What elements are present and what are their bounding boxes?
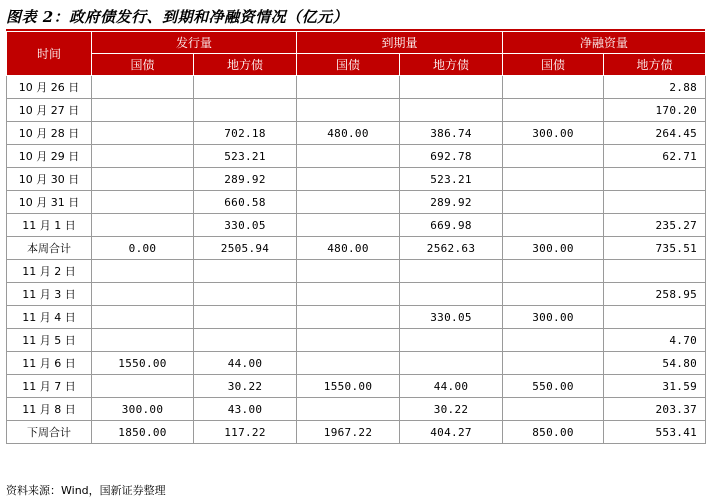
table-cell: 203.37 bbox=[604, 398, 706, 421]
table-cell: 117.22 bbox=[194, 421, 297, 444]
row-label: 10 月 31 日 bbox=[7, 191, 92, 214]
table-cell bbox=[297, 352, 400, 375]
row-label: 11 月 7 日 bbox=[7, 375, 92, 398]
table-cell bbox=[297, 76, 400, 99]
table-cell: 170.20 bbox=[604, 99, 706, 122]
row-label: 10 月 30 日 bbox=[7, 168, 92, 191]
table-cell: 2505.94 bbox=[194, 237, 297, 260]
row-label: 10 月 26 日 bbox=[7, 76, 92, 99]
header-issuance: 发行量 bbox=[92, 32, 297, 54]
table-cell bbox=[604, 260, 706, 283]
table-cell: 0.00 bbox=[92, 237, 194, 260]
table-cell: 300.00 bbox=[503, 122, 604, 145]
row-label: 11 月 1 日 bbox=[7, 214, 92, 237]
header-sub: 国债 bbox=[297, 54, 400, 76]
row-label: 下周合计 bbox=[7, 421, 92, 444]
table-cell bbox=[400, 260, 503, 283]
table-cell bbox=[92, 191, 194, 214]
table-cell: 386.74 bbox=[400, 122, 503, 145]
table-cell bbox=[92, 99, 194, 122]
table-cell bbox=[92, 76, 194, 99]
table-cell: 330.05 bbox=[194, 214, 297, 237]
table-cell bbox=[604, 306, 706, 329]
table-cell bbox=[604, 191, 706, 214]
table-cell bbox=[92, 283, 194, 306]
table-cell: 62.71 bbox=[604, 145, 706, 168]
table-cell bbox=[503, 398, 604, 421]
table-cell bbox=[297, 214, 400, 237]
table-cell: 553.41 bbox=[604, 421, 706, 444]
table-row bbox=[7, 122, 706, 145]
header-sub: 国债 bbox=[92, 54, 194, 76]
source-note: 资料来源：Wind，国新证券整理 bbox=[6, 484, 166, 497]
table-cell bbox=[503, 260, 604, 283]
table-cell bbox=[400, 76, 503, 99]
table-row bbox=[7, 260, 706, 283]
row-label: 本周合计 bbox=[7, 237, 92, 260]
header-sub: 地方债 bbox=[604, 54, 706, 76]
table-cell bbox=[604, 168, 706, 191]
table-cell bbox=[297, 306, 400, 329]
table-cell bbox=[400, 283, 503, 306]
table-cell: 31.59 bbox=[604, 375, 706, 398]
table-row bbox=[7, 191, 706, 214]
table-cell: 330.05 bbox=[400, 306, 503, 329]
table-cell bbox=[297, 191, 400, 214]
table-cell bbox=[92, 145, 194, 168]
table-row bbox=[7, 421, 706, 444]
table-cell: 404.27 bbox=[400, 421, 503, 444]
header-net-financing: 净融资量 bbox=[503, 32, 706, 54]
table-cell: 300.00 bbox=[503, 306, 604, 329]
table-row bbox=[7, 375, 706, 398]
table-cell bbox=[400, 329, 503, 352]
table-cell: 264.45 bbox=[604, 122, 706, 145]
table-row bbox=[7, 306, 706, 329]
table-cell bbox=[194, 99, 297, 122]
header-maturity: 到期量 bbox=[297, 32, 503, 54]
table-row bbox=[7, 352, 706, 375]
table-cell: 850.00 bbox=[503, 421, 604, 444]
table-cell: 2.88 bbox=[604, 76, 706, 99]
table-cell bbox=[92, 375, 194, 398]
table-cell: 1550.00 bbox=[92, 352, 194, 375]
table-cell bbox=[92, 329, 194, 352]
table-cell: 44.00 bbox=[194, 352, 297, 375]
header-sub: 地方债 bbox=[194, 54, 297, 76]
table-cell bbox=[503, 191, 604, 214]
table-cell: 523.21 bbox=[400, 168, 503, 191]
row-label: 10 月 28 日 bbox=[7, 122, 92, 145]
table-cell bbox=[194, 76, 297, 99]
table-cell: 1967.22 bbox=[297, 421, 400, 444]
table-cell bbox=[92, 168, 194, 191]
row-label: 10 月 27 日 bbox=[7, 99, 92, 122]
table-cell bbox=[503, 329, 604, 352]
figure-title: 图表 2：政府债发行、到期和净融资情况（亿元） bbox=[6, 8, 349, 26]
table-cell bbox=[194, 306, 297, 329]
table-cell bbox=[503, 168, 604, 191]
table-cell: 550.00 bbox=[503, 375, 604, 398]
table-row bbox=[7, 237, 706, 260]
table-cell: 1550.00 bbox=[297, 375, 400, 398]
table-cell: 235.27 bbox=[604, 214, 706, 237]
table-body bbox=[7, 76, 706, 444]
table-cell bbox=[297, 99, 400, 122]
table-cell bbox=[92, 214, 194, 237]
table-row bbox=[7, 99, 706, 122]
table-cell: 480.00 bbox=[297, 237, 400, 260]
header-row-groups bbox=[7, 32, 706, 54]
table-cell: 4.70 bbox=[604, 329, 706, 352]
table-cell bbox=[503, 283, 604, 306]
table-cell: 702.18 bbox=[194, 122, 297, 145]
table-row bbox=[7, 214, 706, 237]
table-cell: 43.00 bbox=[194, 398, 297, 421]
table-cell bbox=[92, 260, 194, 283]
table-cell: 289.92 bbox=[194, 168, 297, 191]
table-cell bbox=[297, 145, 400, 168]
table-cell bbox=[297, 168, 400, 191]
row-label: 11 月 6 日 bbox=[7, 352, 92, 375]
table-cell: 1850.00 bbox=[92, 421, 194, 444]
table-cell: 300.00 bbox=[503, 237, 604, 260]
header-sub: 地方债 bbox=[400, 54, 503, 76]
table-cell bbox=[503, 214, 604, 237]
table-cell bbox=[400, 352, 503, 375]
table-cell bbox=[92, 122, 194, 145]
table-cell: 735.51 bbox=[604, 237, 706, 260]
table-cell: 669.98 bbox=[400, 214, 503, 237]
table-cell bbox=[194, 260, 297, 283]
table-cell: 480.00 bbox=[297, 122, 400, 145]
row-label: 10 月 29 日 bbox=[7, 145, 92, 168]
row-label: 11 月 2 日 bbox=[7, 260, 92, 283]
header-row-subs bbox=[7, 54, 706, 76]
table-cell: 44.00 bbox=[400, 375, 503, 398]
table-cell bbox=[297, 398, 400, 421]
table-row bbox=[7, 398, 706, 421]
table-cell bbox=[503, 76, 604, 99]
row-label: 11 月 8 日 bbox=[7, 398, 92, 421]
table-cell bbox=[503, 145, 604, 168]
table-cell bbox=[297, 283, 400, 306]
table-cell: 30.22 bbox=[194, 375, 297, 398]
row-label: 11 月 4 日 bbox=[7, 306, 92, 329]
table-cell bbox=[194, 329, 297, 352]
table-cell bbox=[503, 99, 604, 122]
table-row bbox=[7, 329, 706, 352]
table-cell: 300.00 bbox=[92, 398, 194, 421]
table-row bbox=[7, 76, 706, 99]
table-row bbox=[7, 168, 706, 191]
table-cell bbox=[92, 306, 194, 329]
table-cell: 523.21 bbox=[194, 145, 297, 168]
header-sub: 国债 bbox=[503, 54, 604, 76]
bond-table bbox=[6, 31, 706, 444]
row-label: 11 月 3 日 bbox=[7, 283, 92, 306]
table-row bbox=[7, 145, 706, 168]
table-cell: 54.80 bbox=[604, 352, 706, 375]
table-cell: 289.92 bbox=[400, 191, 503, 214]
table-cell bbox=[297, 260, 400, 283]
table-cell: 2562.63 bbox=[400, 237, 503, 260]
table-cell bbox=[400, 99, 503, 122]
header-time: 时间 bbox=[7, 32, 92, 76]
table-cell: 692.78 bbox=[400, 145, 503, 168]
table-cell bbox=[297, 329, 400, 352]
row-label: 11 月 5 日 bbox=[7, 329, 92, 352]
table-cell bbox=[194, 283, 297, 306]
table-cell: 258.95 bbox=[604, 283, 706, 306]
table-cell bbox=[503, 352, 604, 375]
table-cell: 30.22 bbox=[400, 398, 503, 421]
table-cell: 660.58 bbox=[194, 191, 297, 214]
table-row bbox=[7, 283, 706, 306]
